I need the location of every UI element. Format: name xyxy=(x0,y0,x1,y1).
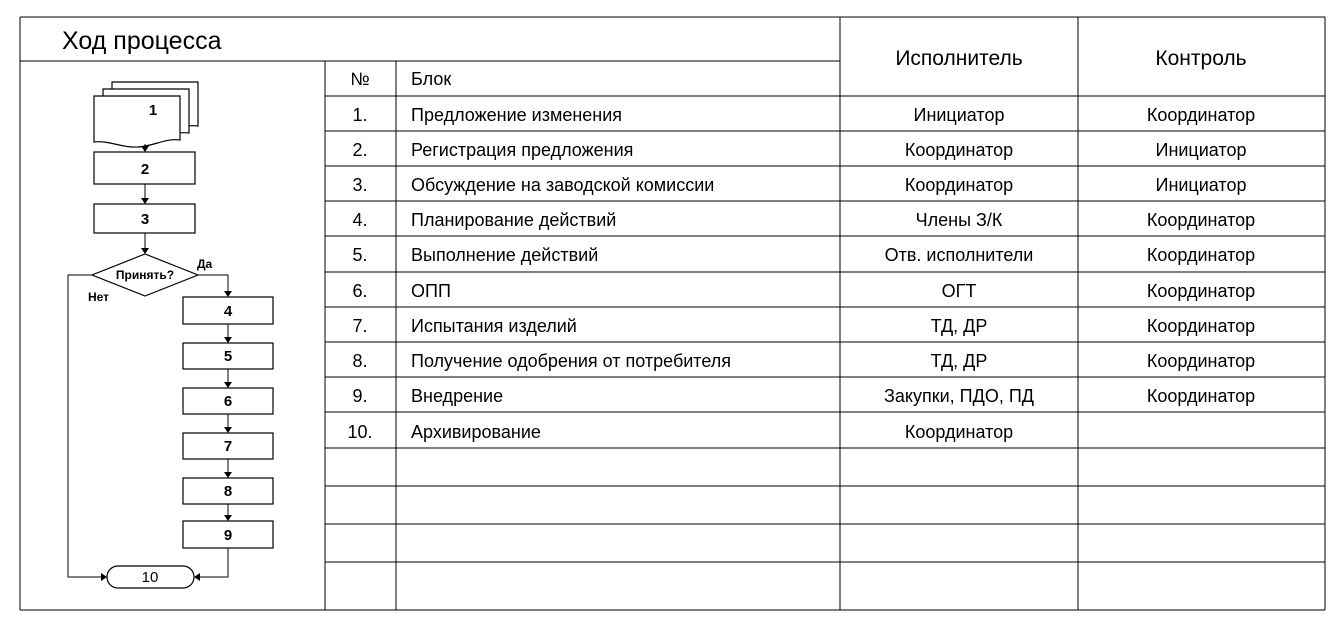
page-title: Ход процесса xyxy=(62,27,222,55)
row-control: Инициатор xyxy=(1155,140,1247,160)
row-number: 8. xyxy=(352,351,368,371)
row-block: Испытания изделий xyxy=(411,316,577,336)
flowchart-label-10: 10 xyxy=(141,569,159,586)
row-block: Планирование действий xyxy=(411,210,617,230)
row-block: Архивирование xyxy=(411,422,541,442)
row-control: Координатор xyxy=(1146,210,1256,230)
row-executor: Координатор xyxy=(904,422,1014,442)
row-block: ОПП xyxy=(411,281,451,301)
flowchart-label-2: 2 xyxy=(140,161,150,178)
flowchart-label-6: 6 xyxy=(223,393,233,410)
flowchart-label-5: 5 xyxy=(223,348,233,365)
table-row xyxy=(352,386,1255,406)
table-row xyxy=(347,422,1013,442)
flowchart-label-4: 4 xyxy=(223,303,233,320)
flowchart-label-7: 7 xyxy=(223,438,233,455)
row-control: Координатор xyxy=(1146,351,1256,371)
row-executor: Инициатор xyxy=(913,105,1005,125)
row-executor: Закупки, ПДО, ПД xyxy=(884,386,1034,406)
flowchart-document-stack xyxy=(94,82,198,147)
table-row xyxy=(352,105,1255,125)
table-row xyxy=(352,210,1255,230)
column-header-block: Блок xyxy=(411,69,452,89)
row-executor: Координатор xyxy=(904,175,1014,195)
table-row xyxy=(352,316,1255,336)
row-control: Координатор xyxy=(1146,281,1256,301)
row-block: Регистрация предложения xyxy=(411,140,634,160)
flowchart-no-label: Нет xyxy=(88,290,110,304)
row-number: 2. xyxy=(352,140,368,160)
table-row xyxy=(352,175,1246,195)
table-row xyxy=(352,140,1246,160)
row-block: Обсуждение на заводской комиссии xyxy=(411,175,715,195)
row-block: Внедрение xyxy=(411,386,504,406)
table-row xyxy=(352,281,1255,301)
row-number: 7. xyxy=(352,316,368,336)
column-header-number: № xyxy=(350,69,370,89)
flowchart-label-1: 1 xyxy=(148,102,158,119)
row-control: Координатор xyxy=(1146,386,1256,406)
row-control: Координатор xyxy=(1146,245,1256,265)
table-row xyxy=(352,245,1255,265)
row-control: Инициатор xyxy=(1155,175,1247,195)
flowchart-label-8: 8 xyxy=(223,483,233,500)
row-block: Предложение изменения xyxy=(411,105,623,125)
column-header-control: Контроль xyxy=(1155,47,1247,70)
row-executor: Координатор xyxy=(904,140,1014,160)
row-block: Выполнение действий xyxy=(411,245,599,265)
row-number: 1. xyxy=(352,105,368,125)
row-executor: Отв. исполнители xyxy=(884,245,1034,265)
row-number: 4. xyxy=(352,210,368,230)
flowchart-label-9: 9 xyxy=(223,527,233,544)
flowchart-decision-label: Принять? xyxy=(115,268,175,282)
row-executor: ОГТ xyxy=(941,281,977,301)
row-number: 5. xyxy=(352,245,368,265)
row-executor: ТД, ДР xyxy=(930,351,988,371)
column-header-executor: Исполнитель xyxy=(895,47,1023,70)
row-control: Координатор xyxy=(1146,316,1256,336)
flowchart-label-3: 3 xyxy=(140,211,150,228)
row-control: Координатор xyxy=(1146,105,1256,125)
table-row xyxy=(352,351,1255,371)
flowchart xyxy=(68,82,273,588)
row-block: Получение одобрения от потребителя xyxy=(411,351,732,371)
row-executor: Члены З/К xyxy=(915,210,1003,230)
row-number: 9. xyxy=(352,386,368,406)
row-number: 6. xyxy=(352,281,368,301)
row-number: 10. xyxy=(347,422,373,442)
row-executor: ТД, ДР xyxy=(930,316,988,336)
flowchart-yes-label: Да xyxy=(197,257,213,271)
row-number: 3. xyxy=(352,175,368,195)
